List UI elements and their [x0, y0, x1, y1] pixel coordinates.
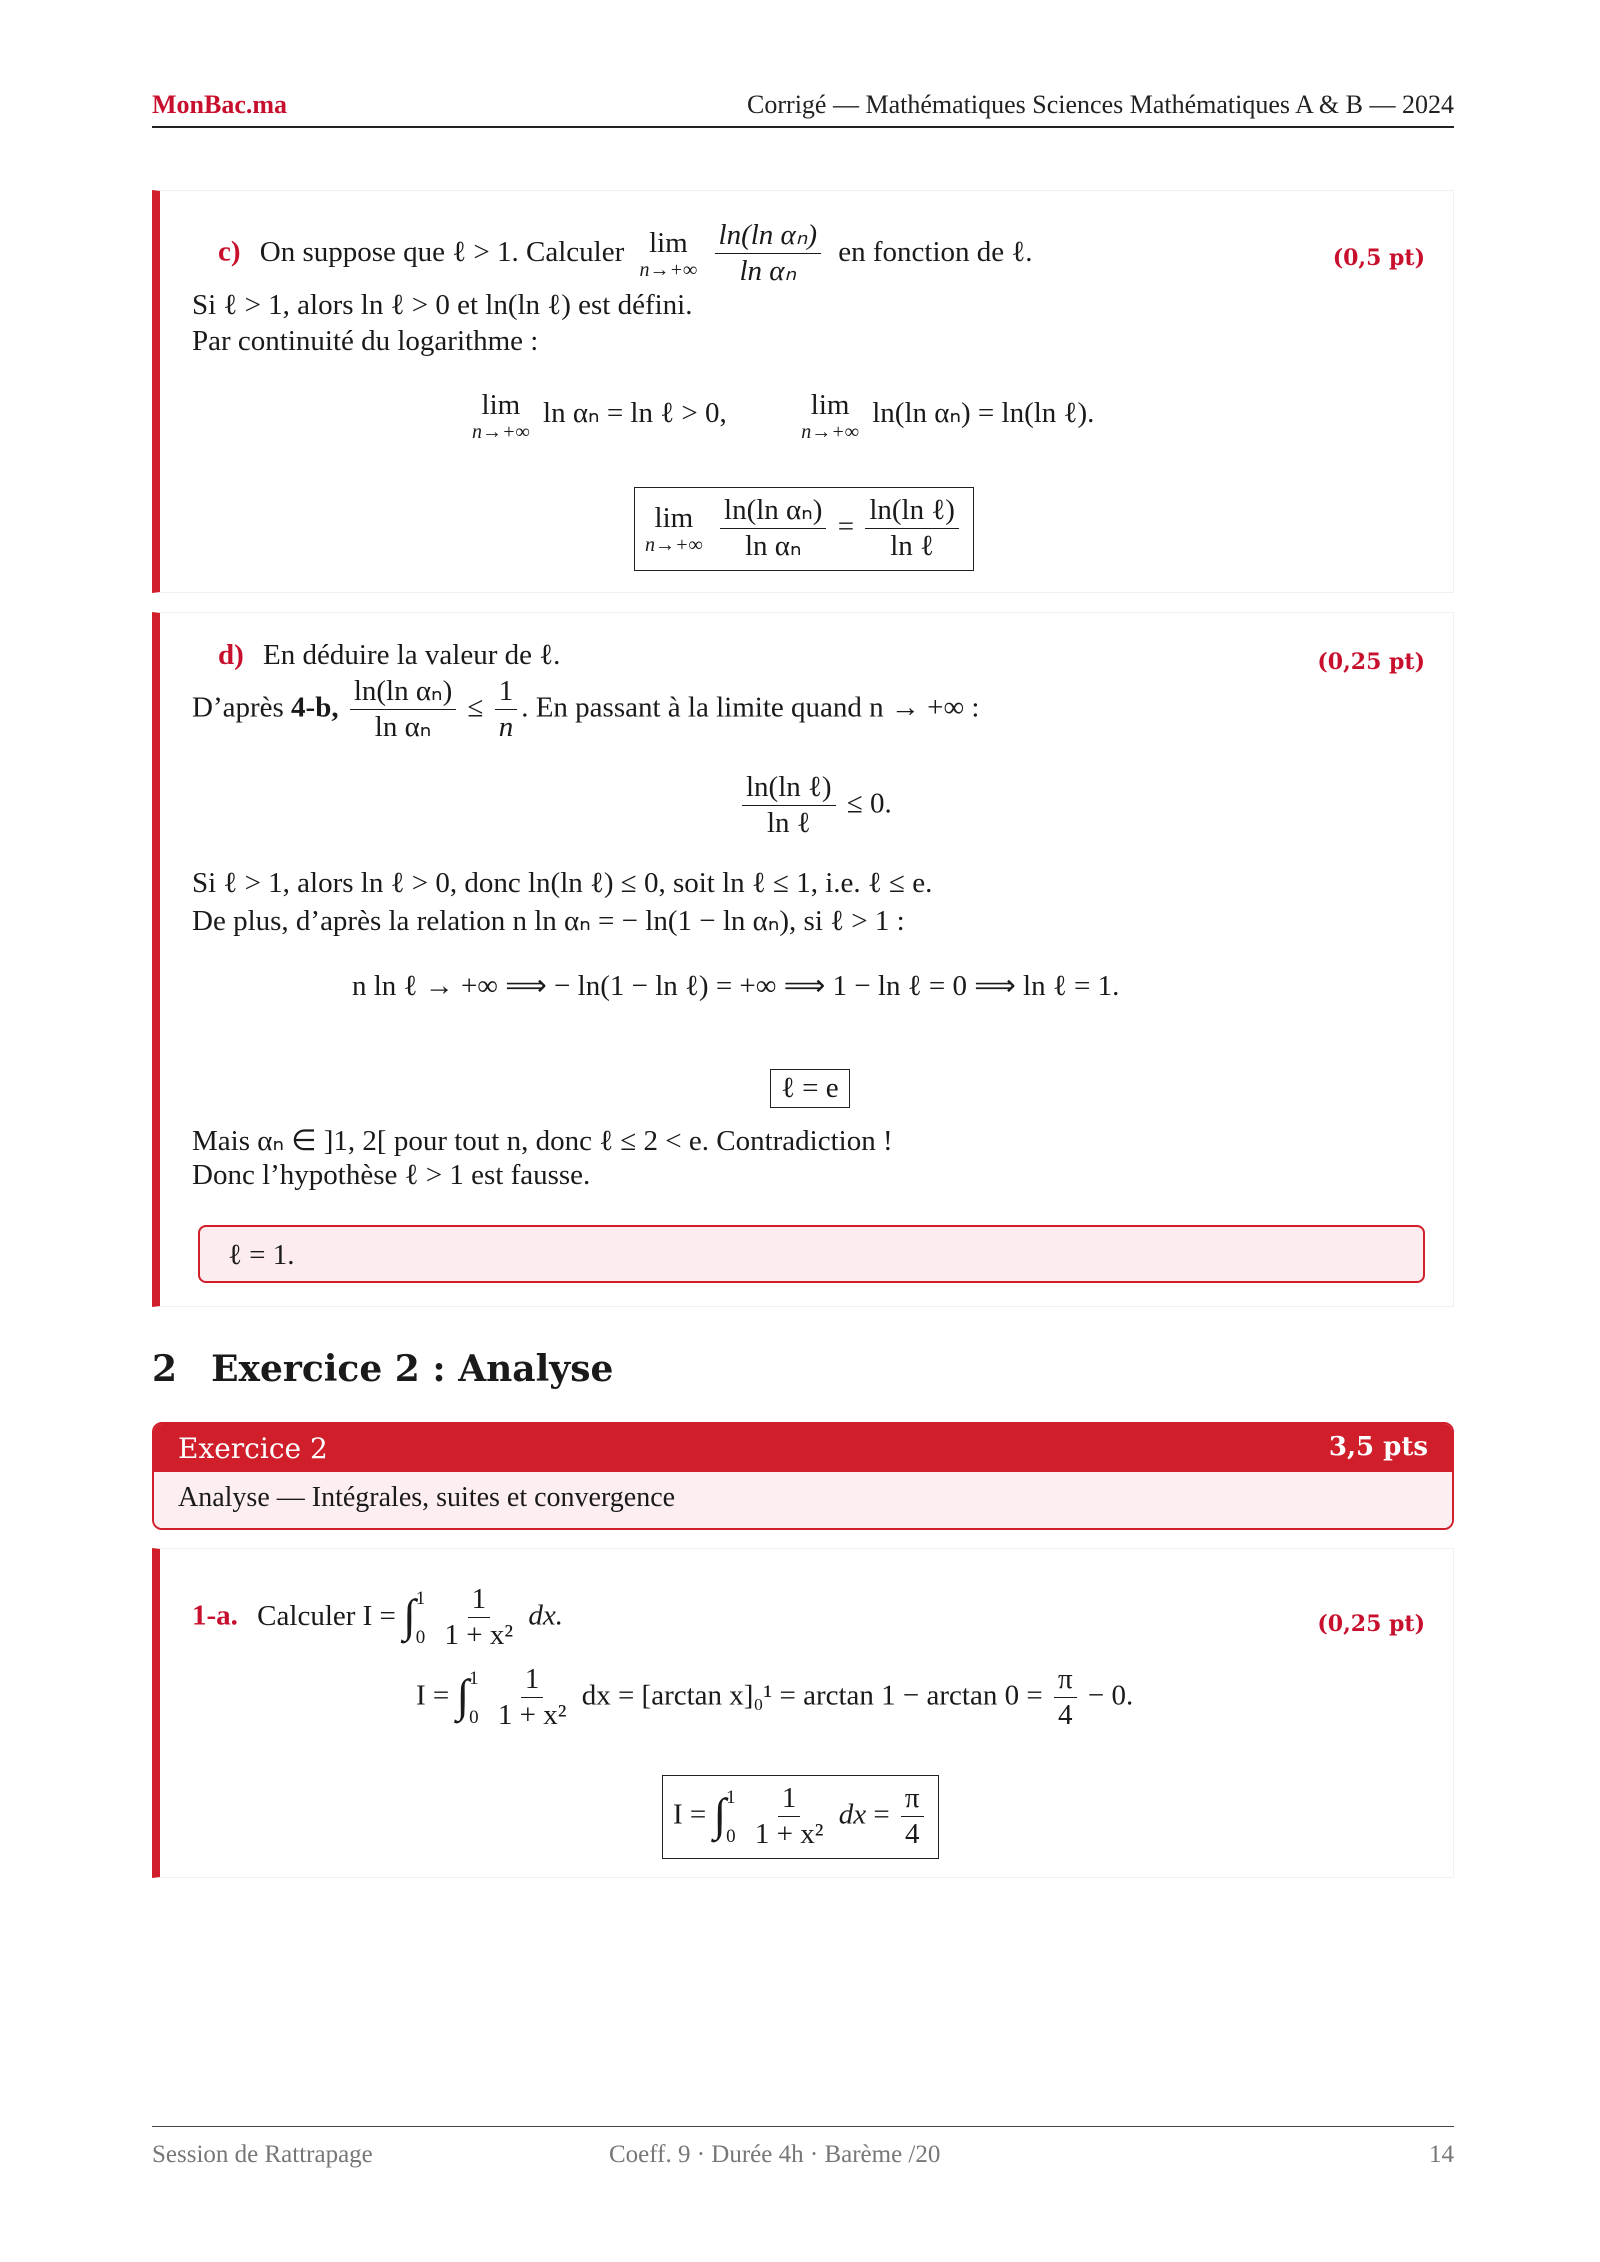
question-label: 1-a.: [192, 1599, 238, 1632]
limit-equation: lim n→+∞ ln αₙ = ln ℓ > 0, lim n→+∞ ln(ln αₙ) = ln(ln ℓ).: [472, 389, 1095, 443]
final-answer-box: ℓ = 1.: [198, 1225, 1425, 1283]
points-badge: (0,25 pt): [1317, 1611, 1425, 1637]
implication-chain: n ln ℓ → +∞ ⟹ − ln(1 − ln ℓ) = +∞ ⟹ 1 − ln ℓ = 0 ⟹ ln ℓ = 1.: [352, 970, 1120, 1002]
question-label: d): [218, 639, 244, 671]
exercise-title-bar: [154, 1424, 1452, 1472]
exercise-subtitle: Analyse — Intégrales, suites et convergence: [178, 1482, 676, 1513]
page-footer: [152, 2126, 1454, 2168]
text-line: Si ℓ > 1, alors ln ℓ > 0, donc ln(ln ℓ) ≤ 0, soit ln ℓ ≤ 1, i.e. ℓ ≤ e.: [192, 867, 933, 899]
page-header: [152, 86, 1454, 128]
footer-info: Coeff. 9 · Durée 4h · Barème /20: [609, 2141, 941, 2168]
footer-session: Session de Rattrapage: [152, 2141, 373, 2168]
section-heading: 2 Exercice 2 : Analyse: [152, 1348, 614, 1390]
fraction: $\frac{\text{ln(ln αₙ)}}{\text{ln αₙ}}$: [715, 219, 821, 289]
exercise-subtitle-bar: [154, 1472, 1452, 1528]
text-line: Mais αₙ ∈ ]1, 2[ pour tout n, donc ℓ ≤ 2 < e. Contradiction !: [192, 1125, 893, 1157]
points-badge: (0,5 pt): [1332, 245, 1425, 271]
text-line: Donc l’hypothèse ℓ > 1 est fausse.: [192, 1159, 591, 1191]
integral-sign: ∫: [403, 1590, 416, 1642]
boxed-result: ℓ = e: [770, 1069, 850, 1108]
text-line: Par continuité du logarithme :: [192, 325, 539, 357]
question-card-1a: [152, 1548, 1454, 1878]
limit-expression: lim n→+∞: [639, 227, 698, 282]
header-title: Corrigé — Mathématiques Sciences Mathématiques A & B — 2024: [747, 90, 1454, 119]
boxed-result: I = ∫ 1 0 $\frac{1}{\text{1 + x²}}$ dx = $\frac{\pi}{4}$: [662, 1775, 939, 1859]
question-label: c): [218, 235, 241, 268]
text-line: D’après 4-b, $\frac{\text{ln(ln αₙ)}}{\text{ln αₙ}}$ ≤ $\frac{1}{n}$ . En passant à la limite quand n → +∞ :: [192, 675, 980, 744]
text-line: Si ℓ > 1, alors ln ℓ > 0 et ln(ln ℓ) est défini.: [192, 289, 693, 321]
exercise-title: Exercice 2: [178, 1432, 328, 1465]
question-card-d: [152, 612, 1454, 1307]
boxed-result: lim n→+∞ $\frac{\text{ln(ln αₙ)}}{\text{ln αₙ}}$ = $\frac{\text{ln(ln ℓ)}}{\text{ln ℓ}}$: [634, 487, 974, 571]
brand-logo: MonBac.ma: [152, 90, 288, 119]
question-1a-statement: 1-a. Calculer I = ∫ 1 0 $\frac{1}{\text{1 + x²}}$ dx.: [192, 1583, 563, 1652]
exercise-points: 3,5 pts: [1328, 1432, 1428, 1462]
points-badge: (0,25 pt): [1317, 649, 1425, 675]
text-line: De plus, d’après la relation n ln αₙ = − ln(1 − ln αₙ), si ℓ > 1 :: [192, 905, 905, 937]
question-card-c: [152, 190, 1454, 593]
question-c-statement: c) On suppose que ℓ > 1. Calculer lim n→+∞ $\frac{\text{ln(ln αₙ)}}{\text{ln αₙ}}$ en fonction de ℓ.: [218, 219, 1033, 288]
inequality: $\frac{\text{ln(ln ℓ)}}{\text{ln ℓ}}$ ≤ 0.: [738, 771, 892, 841]
integral-computation: I = ∫ 1 0 $\frac{1}{\text{1 + x²}}$ dx = [arctan x]₀¹ = arctan 1 − arctan 0 = $\frac{\pi}{4}$ − 0.: [416, 1663, 1134, 1732]
page-number: 14: [1429, 2141, 1454, 2168]
question-d-statement: d) En déduire la valeur de ℓ.: [218, 639, 561, 671]
exercise-header-box: [152, 1422, 1454, 1530]
